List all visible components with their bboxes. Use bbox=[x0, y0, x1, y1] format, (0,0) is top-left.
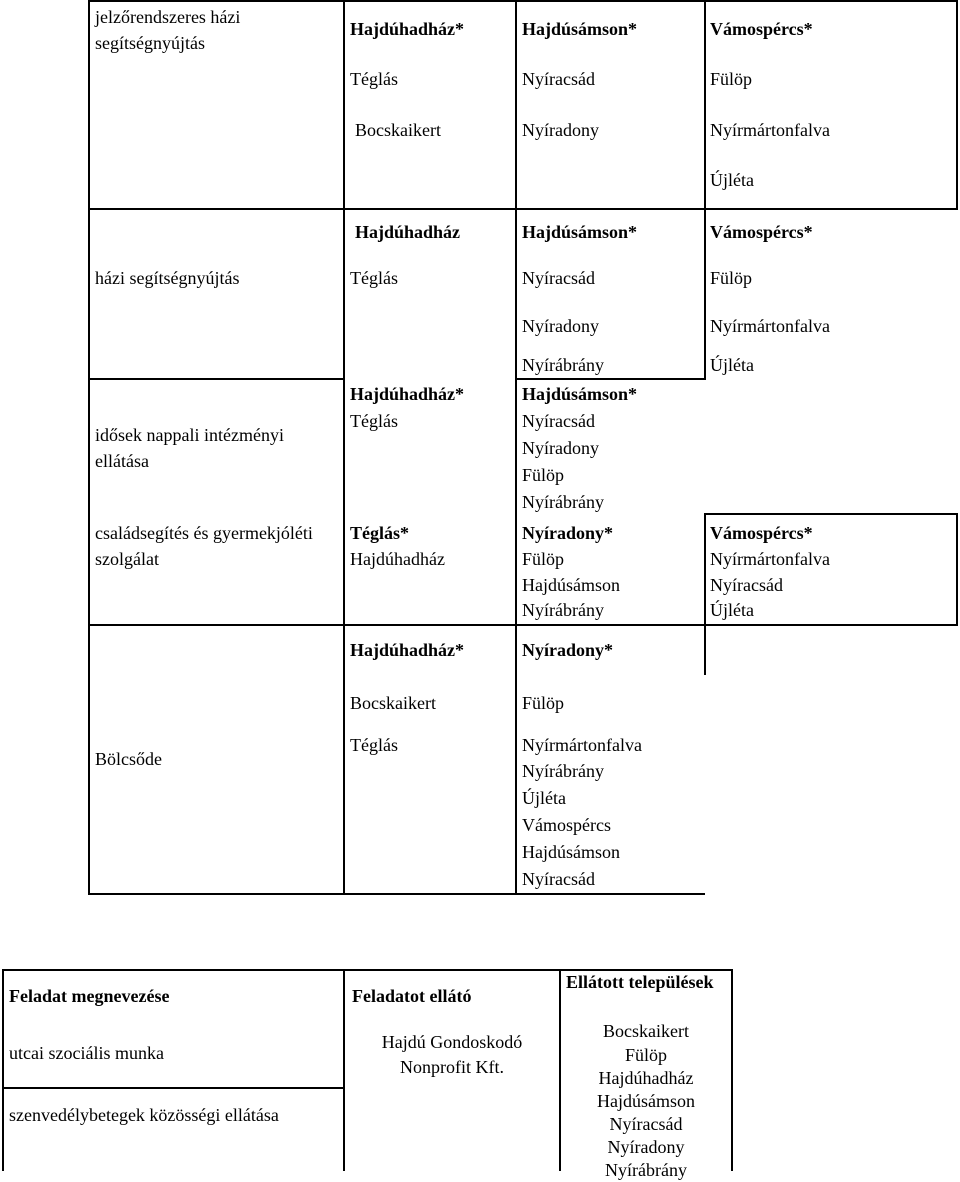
idosek-col2-2: Nyíradony bbox=[522, 438, 599, 458]
table2-settlement-0: Bocskaikert bbox=[603, 1021, 689, 1041]
jelzo-col3-1: Fülöp bbox=[710, 69, 753, 89]
jelzo-col1-0: Hajdúhadház* bbox=[350, 19, 465, 39]
jelzo-col3-0: Vámospércs* bbox=[710, 19, 813, 39]
hazi-col2-2: Nyíradony bbox=[522, 316, 599, 336]
bolcsode-col1-2: Téglás bbox=[350, 735, 398, 755]
table2-settlement-3: Hajdúsámson bbox=[597, 1091, 695, 1111]
table2-border-right bbox=[731, 969, 733, 1171]
table2-settlement-1: Fülöp bbox=[624, 1045, 667, 1065]
csalad-col1-0: Téglás* bbox=[350, 523, 410, 543]
csalad-col3-2: Nyíracsád bbox=[710, 575, 783, 595]
table1-divider-2 bbox=[515, 0, 517, 895]
table2-settlement-2: Hajdúhadház bbox=[598, 1068, 694, 1088]
table1-border-left bbox=[88, 0, 90, 895]
table1-row-line-1 bbox=[88, 208, 958, 210]
table1-row-line-4 bbox=[88, 624, 958, 626]
table1-divider-3 bbox=[704, 0, 706, 380]
jelzo-col2-1: Nyíracsád bbox=[522, 69, 595, 89]
table2-row2-task: szenvedélybetegek közösségi ellátása bbox=[9, 1105, 279, 1125]
csalad-col2-0: Nyíradony* bbox=[522, 523, 614, 543]
csalad-col3-0: Vámospércs* bbox=[710, 523, 813, 543]
jelzo-col2-0: Hajdúsámson* bbox=[522, 19, 638, 39]
task-csalad: családsegítés és gyermekjóléti szolgálat bbox=[95, 523, 313, 569]
table1-row-line-2 bbox=[88, 378, 343, 380]
table2-row1-task: utcai szociális munka bbox=[9, 1043, 164, 1063]
hazi-col3-1: Fülöp bbox=[710, 268, 753, 288]
task-bolcsode: Bölcsőde bbox=[95, 749, 162, 769]
bolcsode-col1-0: Hajdúhadház* bbox=[350, 640, 465, 660]
table1-border-right-b bbox=[956, 513, 958, 626]
csalad-col3-3: Újléta bbox=[710, 600, 754, 620]
table2-header-settlements: Ellátott települések bbox=[566, 972, 714, 992]
hazi-col2-1: Nyíracsád bbox=[522, 268, 595, 288]
table1-row-line-3 bbox=[704, 513, 958, 515]
bolcsode-col2-5: Vámospércs bbox=[522, 815, 611, 835]
hazi-col2-0: Hajdúsámson* bbox=[522, 222, 638, 242]
table1-divider-3b bbox=[704, 513, 706, 675]
idosek-col2-4: Nyírábrány bbox=[522, 492, 604, 512]
idosek-col1-0: Hajdúhadház* bbox=[350, 384, 465, 404]
bolcsode-col2-7: Nyíracsád bbox=[522, 869, 595, 889]
table2-settlement-4: Nyíracsád bbox=[609, 1114, 683, 1134]
csalad-col2-1: Fülöp bbox=[522, 549, 565, 569]
table2-row-line-1 bbox=[2, 1087, 344, 1089]
idosek-col2-1: Nyíracsád bbox=[522, 411, 595, 431]
jelzo-col3-2: Nyírmártonfalva bbox=[710, 120, 830, 140]
csalad-col3-1: Nyírmártonfalva bbox=[710, 549, 830, 569]
table2-provider: Hajdú Gondoskodó Nonprofit Kft. bbox=[381, 1032, 523, 1077]
table2-header-provider: Feladatot ellátó bbox=[352, 986, 472, 1006]
jelzo-col1-2: Bocskaikert bbox=[355, 120, 441, 140]
idosek-col1-1: Téglás bbox=[350, 411, 398, 431]
csalad-col2-3: Nyírábrány bbox=[522, 600, 604, 620]
task-hazi: házi segítségnyújtás bbox=[95, 268, 240, 288]
csalad-col2-2: Hajdúsámson bbox=[522, 575, 620, 595]
table1-divider-1 bbox=[343, 0, 345, 895]
table1-border-right bbox=[956, 0, 958, 210]
idosek-col2-0: Hajdúsámson* bbox=[522, 384, 638, 404]
table1-border-bottom bbox=[88, 893, 705, 895]
table2-settlement-5: Nyíradony bbox=[607, 1137, 685, 1157]
task-jelzo: jelzőrendszeres házi segítségnyújtás bbox=[95, 7, 241, 53]
hazi-col3-2: Nyírmártonfalva bbox=[710, 316, 830, 336]
hazi-col3-0: Vámospércs* bbox=[710, 222, 813, 242]
hazi-col2-3: Nyírábrány bbox=[522, 355, 604, 375]
jelzo-col1-1: Téglás bbox=[350, 69, 398, 89]
jelzo-col3-3: Újléta bbox=[710, 170, 754, 190]
table2-header-task: Feladat megnevezése bbox=[9, 986, 170, 1006]
hazi-col3-3: Újléta bbox=[710, 355, 754, 375]
bolcsode-col2-0: Nyíradony* bbox=[522, 640, 614, 660]
hazi-col1-1: Téglás bbox=[350, 268, 398, 288]
idosek-col2-3: Fülöp bbox=[522, 465, 565, 485]
bolcsode-col2-4: Újléta bbox=[522, 788, 566, 808]
csalad-col1-1: Hajdúhadház bbox=[350, 549, 445, 569]
task-idosek: idősek nappali intézményi ellátása bbox=[95, 425, 284, 471]
bolcsode-col2-1: Fülöp bbox=[522, 693, 565, 713]
bolcsode-col1-1: Bocskaikert bbox=[350, 693, 436, 713]
table2-settlement-6: Nyírábrány bbox=[605, 1160, 687, 1180]
hazi-col1-0: Hajdúhadház bbox=[355, 222, 461, 242]
table2-border-left bbox=[2, 969, 4, 1171]
bolcsode-col2-2: Nyírmártonfalva bbox=[522, 735, 642, 755]
table1-border-top bbox=[88, 0, 958, 2]
table1-row-line-2b bbox=[515, 378, 704, 380]
bolcsode-col2-3: Nyírábrány bbox=[522, 761, 604, 781]
bolcsode-col2-6: Hajdúsámson bbox=[522, 842, 620, 862]
jelzo-col2-2: Nyíradony bbox=[522, 120, 599, 140]
